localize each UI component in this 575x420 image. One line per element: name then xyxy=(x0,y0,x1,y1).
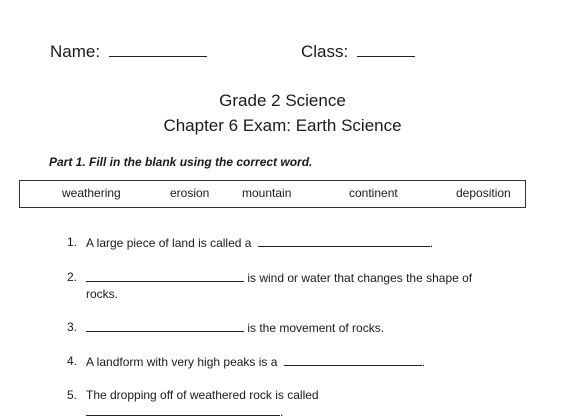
exam-chapter-title: Chapter 6 Exam: Earth Science xyxy=(163,116,402,135)
question-2-continuation: rocks. xyxy=(86,287,119,301)
name-blank[interactable] xyxy=(109,42,207,57)
part1-heading: Part 1. Fill in the blank using the correct word. xyxy=(49,155,313,169)
class-blank[interactable] xyxy=(357,42,415,57)
word-bank-item: deposition xyxy=(456,186,511,200)
answer-blank[interactable] xyxy=(86,404,280,416)
word-bank-item: mountain xyxy=(242,186,292,200)
name-label: Name: xyxy=(50,42,101,61)
question-text: A large piece of land is called a xyxy=(86,236,252,250)
question-number: 5. xyxy=(67,388,78,402)
question-text: A landform with very high peaks is a xyxy=(86,355,278,369)
class-field xyxy=(301,42,415,62)
word-bank-item: continent xyxy=(349,186,398,200)
question-text: The dropping off of weathered rock is called xyxy=(86,388,319,402)
question-number: 2. xyxy=(67,270,78,284)
name-field xyxy=(50,42,207,62)
answer-blank[interactable] xyxy=(86,320,244,332)
question-text: is wind or water that changes the shape of xyxy=(247,271,473,285)
question-number: 1. xyxy=(67,235,78,249)
question-number: 4. xyxy=(67,354,78,368)
word-bank-item: erosion xyxy=(170,186,210,200)
exam-grade-title: Grade 2 Science xyxy=(219,91,346,110)
question-text-end: . xyxy=(429,236,434,250)
answer-blank[interactable] xyxy=(284,354,422,366)
word-bank xyxy=(19,180,526,208)
question-text-end: . xyxy=(421,355,426,369)
question-text-end: . xyxy=(280,405,284,419)
question-5-continuation xyxy=(86,404,283,419)
question-text: is the movement of rocks. xyxy=(247,321,385,335)
word-bank-item: weathering xyxy=(62,186,121,200)
answer-blank[interactable] xyxy=(258,235,430,247)
question-number: 3. xyxy=(67,320,78,334)
answer-blank[interactable] xyxy=(86,270,244,282)
class-label: Class: xyxy=(301,42,349,61)
